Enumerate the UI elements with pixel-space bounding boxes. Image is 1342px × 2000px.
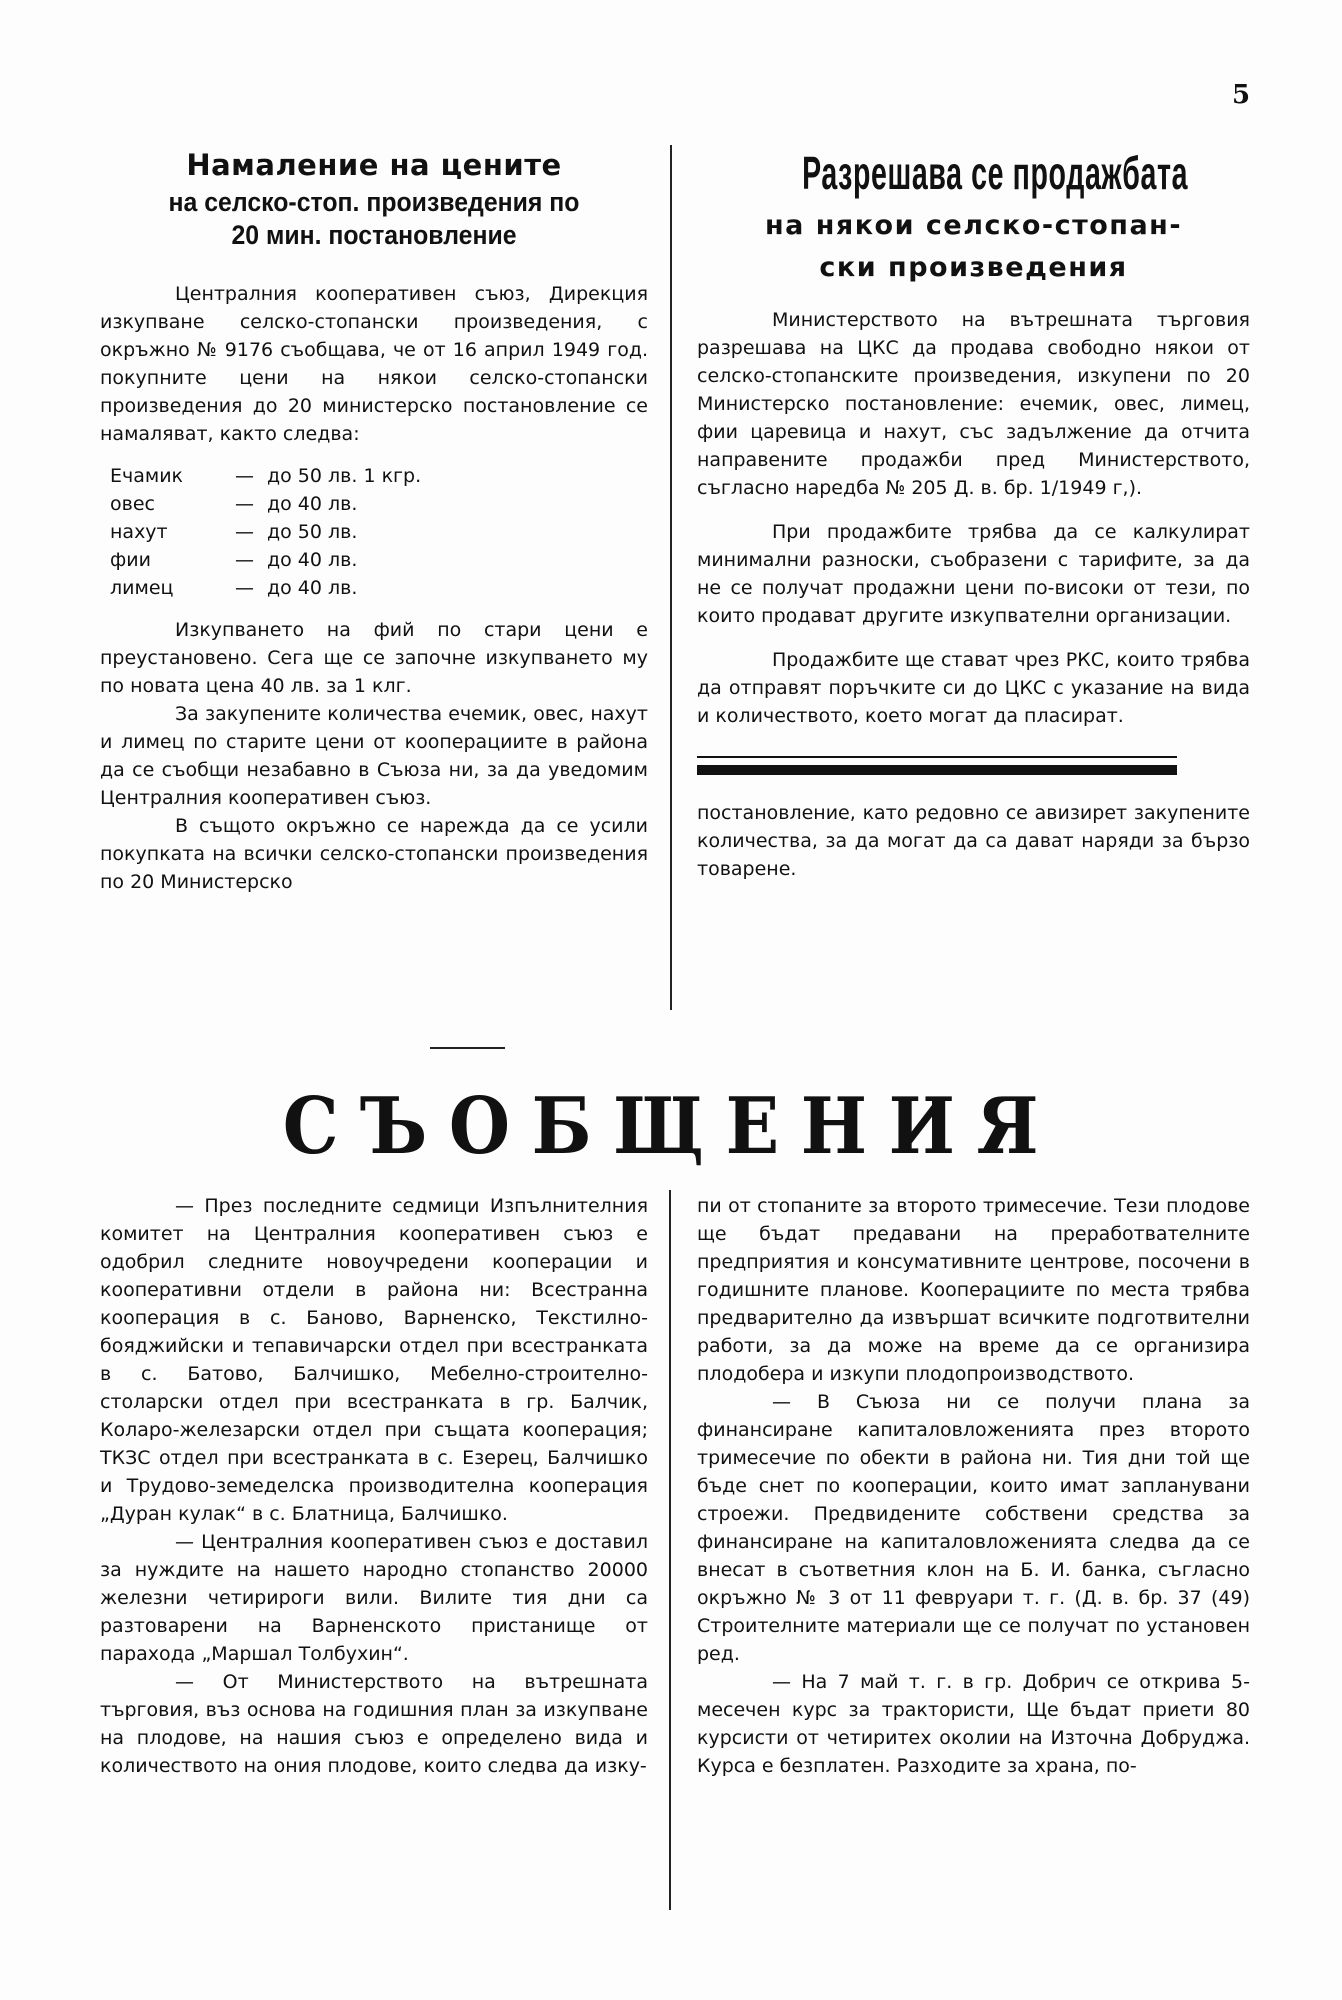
article-body-continued (100, 616, 648, 896)
price-value: до 50 лв. 1 кгр. (267, 465, 422, 487)
notices-body (697, 1192, 1250, 1780)
column-divider (670, 145, 672, 1010)
article-sales-permitted (697, 140, 1250, 883)
price-item: нахут (110, 521, 168, 543)
article-price-reduction (100, 140, 648, 896)
price-row (110, 546, 648, 574)
price-value: до 40 лв. (267, 577, 358, 599)
paragraph: Министерството на вътрешната търговия разрешава на ЦКС да продава свободно някои от селско-стопанските произведения, изкупени по 20 Министерско постановление: ечемик, овес, лимец, фии царевица и нахут, със задължение да отчита направените продажби пред Министерството, съгласно наредба № 205 Д. в. бр. 1/1949 г,). (697, 309, 1250, 499)
notice-paragraph: — Централния кооперативен съюз е доставил за нуждите на нашето народно стопанство 20000 железни четирироги вили. Вилите тия дни са разтоварени на Варненското пристанище от парахода „Маршал Толбухин“. (100, 1531, 648, 1665)
article-title: Разрешава се продажбата (802, 147, 1189, 199)
article-subtitle-line: на някои селско-стопан- (764, 210, 1183, 241)
price-value: до 40 лв. (267, 549, 358, 571)
article-continuation (697, 799, 1250, 883)
rule-thick (697, 765, 1177, 775)
price-dash: — (235, 521, 254, 543)
notices-right-column (697, 1192, 1250, 1780)
notice-paragraph: — На 7 май т. г. в гр. Добрич се открива 5-месечен курс за трактористи, Ще бъдат приети 80 курсисти от четиритех околии на Източна Добруджа. Курса е безплатен. Разходите за храна, по- (697, 1671, 1250, 1777)
article-subtitle-line: 20 мин. постановление (231, 220, 517, 250)
price-row (110, 574, 648, 602)
price-dash: — (235, 465, 254, 487)
paragraph: За закупените количества ечемик, овес, нахут и лимец по старите цени от кооперациите в района да се съобщи незабавно в Съюза ни, за да уведомим Централния кооперативен съюз. (100, 703, 648, 809)
price-list (100, 462, 648, 602)
article-title: Намаление на цените (186, 148, 562, 182)
paragraph: В същото окръжно се нарежда да се усили покупката на всички селско-стопански произведения по 20 Министерско (100, 815, 648, 893)
price-dash: — (235, 493, 254, 515)
notice-paragraph: — От Министерството на вътрешната търговия, въз основа на годишния план за изкупване на плодове, на нашия съюз е определено вида и количеството на ония плодове, които следва да изку- (100, 1671, 648, 1777)
notice-paragraph: — В Съюза ни се получи плана за финансиране капиталовложенията през второто тримесечие по обекти в района ни. Тия дни той ще бъде снет по кооперации, които имат запланувани строежи. Предвидените собствени средства за финансиране на капиталовложенията следва да се внесат в съответния клон на Б. И. банка, съгласно окръжно № 3 от 11 февруари т. г. (Д. в. бр. 37 (49) Строителните материали ще се получат по установен ред. (697, 1391, 1250, 1665)
paragraph: Продажбите ще стават чрез РКС, които трябва да отправят поръчките си до ЦКС с указание на вида и количеството, което могат да пласират. (697, 649, 1250, 727)
price-row (110, 462, 648, 490)
price-item: лимец (110, 577, 174, 599)
column-divider (669, 1190, 671, 1910)
rule-thin (697, 756, 1177, 758)
page-number: 5 (1232, 80, 1251, 110)
section-double-rule (697, 756, 1177, 775)
article-body (100, 280, 648, 448)
notice-continuation: пи от стопаните за второто тримесечие. Тези плодове ще бъдат предавани на преработвателните предприятия и консумативните центрове, посочени в годишните планове. Кооперациите по места трябва предварително да извършат всичките подготвителни работи, за да може на време да се организира плодобера и изкупи плодопроизводството. (697, 1195, 1250, 1385)
notices-left-column (100, 1192, 648, 1780)
article-subtitle-line: на селско-стоп. произведения по (168, 187, 580, 217)
price-row (110, 518, 648, 546)
price-dash: — (235, 577, 254, 599)
price-dash: — (235, 549, 254, 571)
price-item: Ечамик (110, 465, 184, 487)
paragraph: Изкупването на фий по стари цени е преустановено. Сега ще се започне изкупването му по новата цена 40 лв. за 1 клг. (100, 619, 648, 697)
price-row (110, 490, 648, 518)
notice-paragraph: — През последните седмици Изпълнителния комитет на Централния кооперативен съюз е одобрил следните новоучредени кооперации и кооперативни отдели в района ни: Всестранна кооперация в с. Баново, Варненско, Текстилно-бояджийски и тепавичарски отдел при всестранката в с. Батово, Балчишко, Мебелно-строително-столарски отдел при всестранката в гр. Балчик, Коларо-железарски отдел при същата кооперация; ТКЗС отдел при всестранката в с. Езерец, Балчишко и Трудово-земеделска производителна кооперация „Дуран кулак“ в с. Блатница, Балчишко. (100, 1195, 648, 1525)
paragraph: постановление, като редовно се авизирет закупените количества, за да могат да са дават наряди за бързо товарене. (697, 802, 1250, 880)
notices-body (100, 1192, 648, 1780)
section-rule (430, 1047, 505, 1049)
section-heading: СЪОБЩЕНИЯ (282, 1081, 1061, 1172)
article-body (697, 306, 1250, 730)
paragraph: Централния кооперативен съюз, Дирекция изкупване селско-стопански произведения, с окръжно № 9176 съобщава, че от 16 април 1949 год. покупните цени на някои селско-стопански произведения до 20 министерско постановление се намаляват, както следва: (100, 283, 648, 445)
price-item: овес (110, 493, 155, 515)
price-value: до 40 лв. (267, 493, 358, 515)
paragraph: При продажбите трябва да се калкулират минимални разноски, съобразени с тарифите, за да не се получат продажни цени по-високи от тези, по които продават другите изкупвателни организации. (697, 521, 1250, 627)
price-value: до 50 лв. (267, 521, 358, 543)
price-item: фии (110, 549, 151, 571)
article-subtitle-line: ски произведения (819, 252, 1128, 283)
